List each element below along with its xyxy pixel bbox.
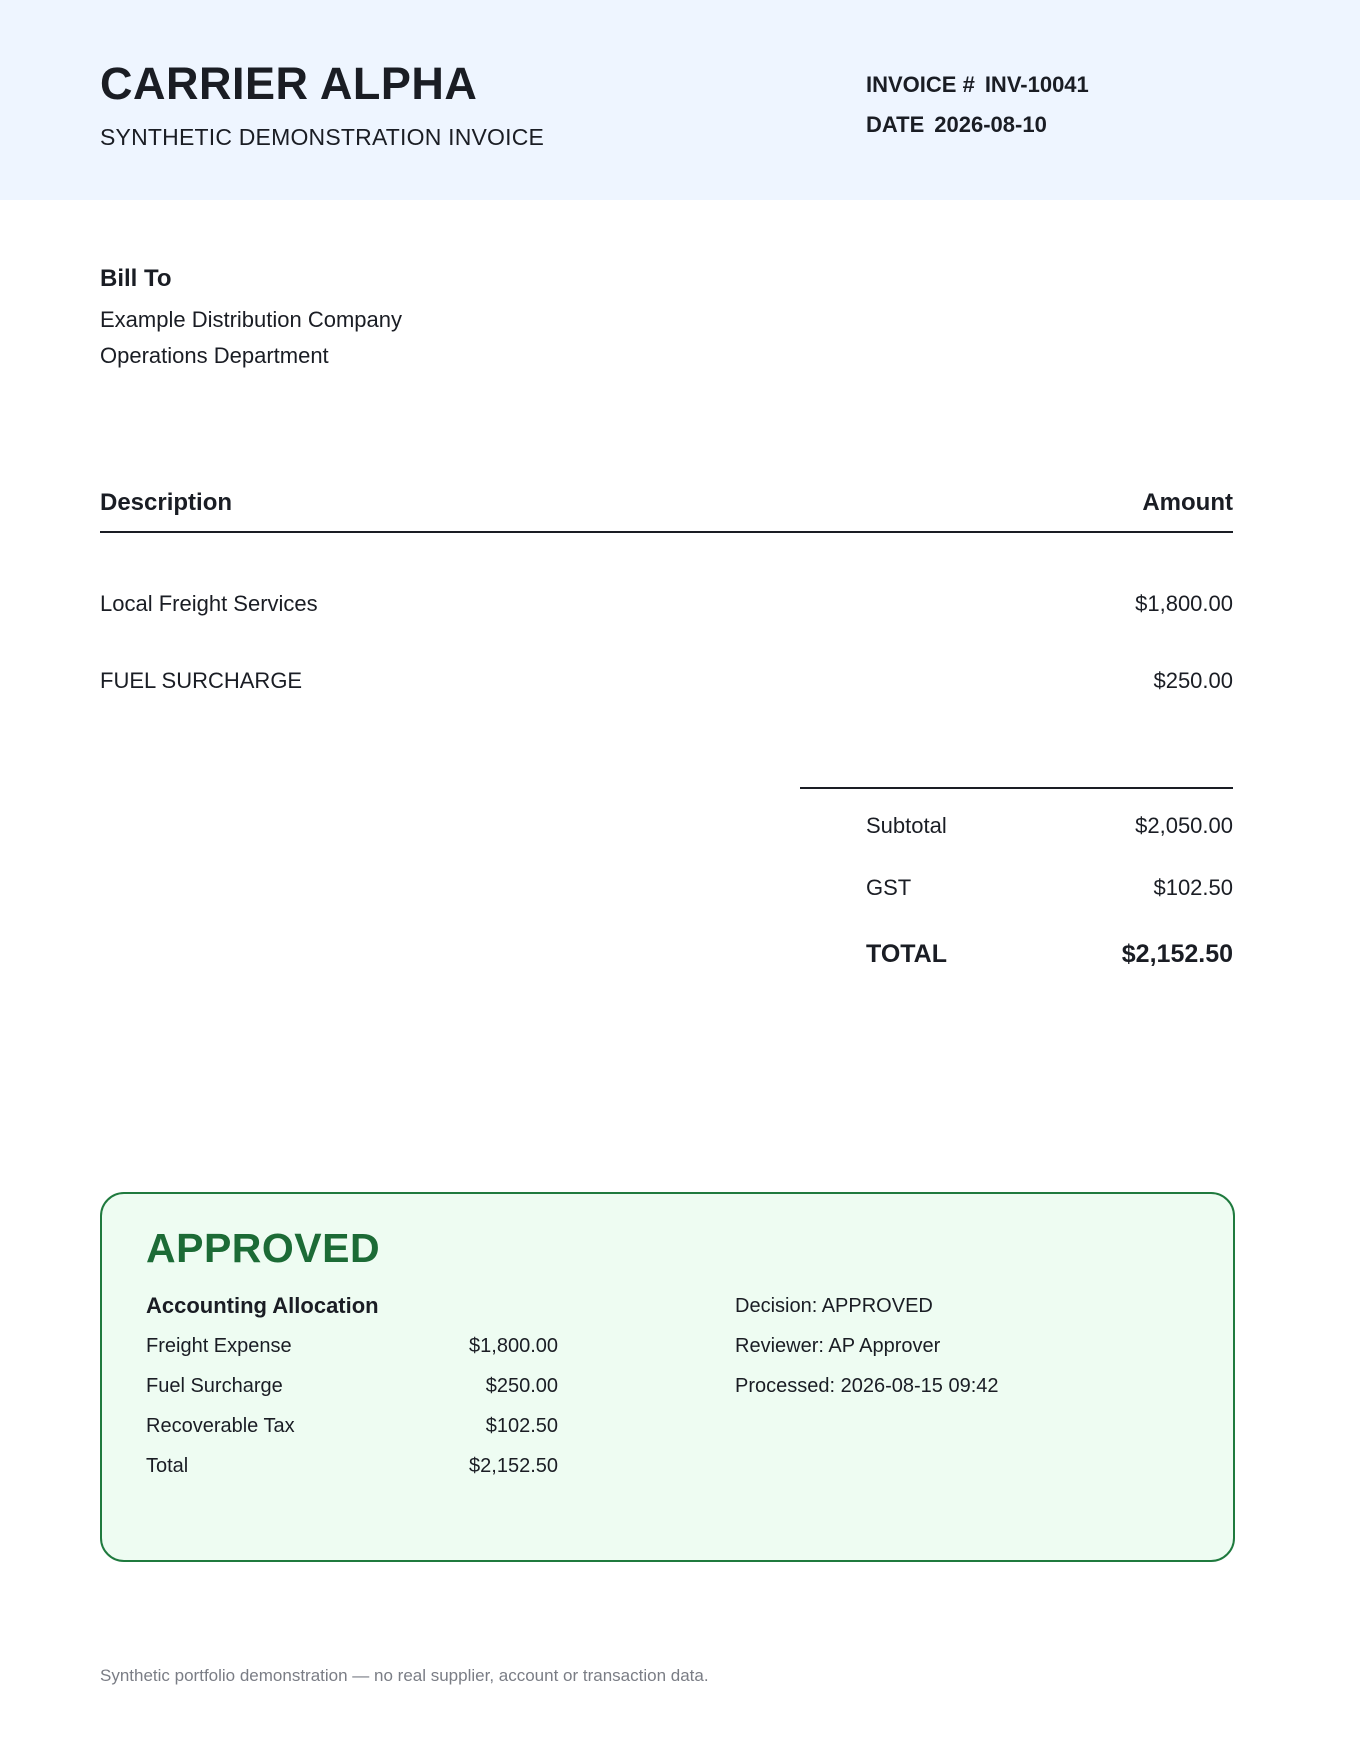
invoice-number-line bbox=[866, 71, 1089, 99]
line-item-description: FUEL SURCHARGE bbox=[100, 668, 303, 693]
invoice-number-label: INVOICE # bbox=[866, 72, 975, 97]
line-item-amount: $1,800.00 bbox=[1135, 591, 1233, 616]
processed-timestamp: Processed: 2026-08-15 09:42 bbox=[735, 1375, 999, 1397]
table-row bbox=[100, 667, 1233, 695]
subtotal-value: $2,050.00 bbox=[1135, 813, 1233, 838]
allocation-value: $250.00 bbox=[485, 1375, 558, 1397]
gst-row bbox=[866, 874, 1233, 904]
table-row bbox=[100, 590, 1233, 618]
total-label: TOTAL bbox=[866, 940, 948, 968]
bill-to-heading: Bill To bbox=[100, 265, 172, 292]
description-column-header: Description bbox=[100, 489, 233, 516]
invoice-number-value: INV-10041 bbox=[984, 72, 1089, 97]
allocation-label: Freight Expense bbox=[146, 1335, 292, 1357]
allocation-row bbox=[146, 1333, 558, 1359]
allocation-value: $1,800.00 bbox=[469, 1335, 558, 1357]
subtotal-row bbox=[866, 812, 1233, 842]
invoice-subtitle: SYNTHETIC DEMONSTRATION INVOICE bbox=[100, 124, 545, 150]
gst-label: GST bbox=[866, 875, 912, 900]
total-value: $2,152.50 bbox=[1121, 940, 1233, 968]
totals-divider bbox=[800, 787, 1233, 789]
table-header-divider bbox=[100, 531, 1233, 533]
invoice-header bbox=[0, 0, 1360, 200]
invoice-date-line bbox=[866, 111, 1047, 139]
allocation-label: Total bbox=[146, 1455, 189, 1477]
line-item-description: Local Freight Services bbox=[100, 591, 318, 616]
bill-to-department: Operations Department bbox=[100, 343, 329, 368]
allocation-row bbox=[146, 1413, 558, 1439]
allocation-label: Recoverable Tax bbox=[146, 1415, 295, 1437]
approval-stamp-box bbox=[100, 1192, 1235, 1562]
amount-column-header: Amount bbox=[1142, 489, 1233, 516]
total-row bbox=[866, 939, 1233, 969]
bill-to-company: Example Distribution Company bbox=[100, 307, 403, 332]
subtotal-label: Subtotal bbox=[866, 813, 947, 838]
allocation-row bbox=[146, 1453, 558, 1479]
company-name: CARRIER ALPHA bbox=[100, 58, 478, 109]
line-item-amount: $250.00 bbox=[1153, 668, 1233, 693]
allocation-row bbox=[146, 1373, 558, 1399]
decision-status: Decision: APPROVED bbox=[735, 1295, 933, 1317]
footer-disclaimer: Synthetic portfolio demonstration — no real supplier, account or transaction data. bbox=[100, 1666, 709, 1685]
reviewer-name: Reviewer: AP Approver bbox=[735, 1335, 941, 1357]
allocation-value: $2,152.50 bbox=[469, 1455, 558, 1477]
accounting-allocation-heading: Accounting Allocation bbox=[146, 1293, 379, 1318]
gst-value: $102.50 bbox=[1153, 875, 1233, 900]
allocation-value: $102.50 bbox=[485, 1415, 558, 1437]
invoice-date-value: 2026-08-10 bbox=[934, 112, 1047, 137]
invoice-date-label: DATE bbox=[866, 112, 925, 137]
allocation-label: Fuel Surcharge bbox=[146, 1375, 283, 1397]
approval-status-title: APPROVED bbox=[146, 1225, 381, 1271]
